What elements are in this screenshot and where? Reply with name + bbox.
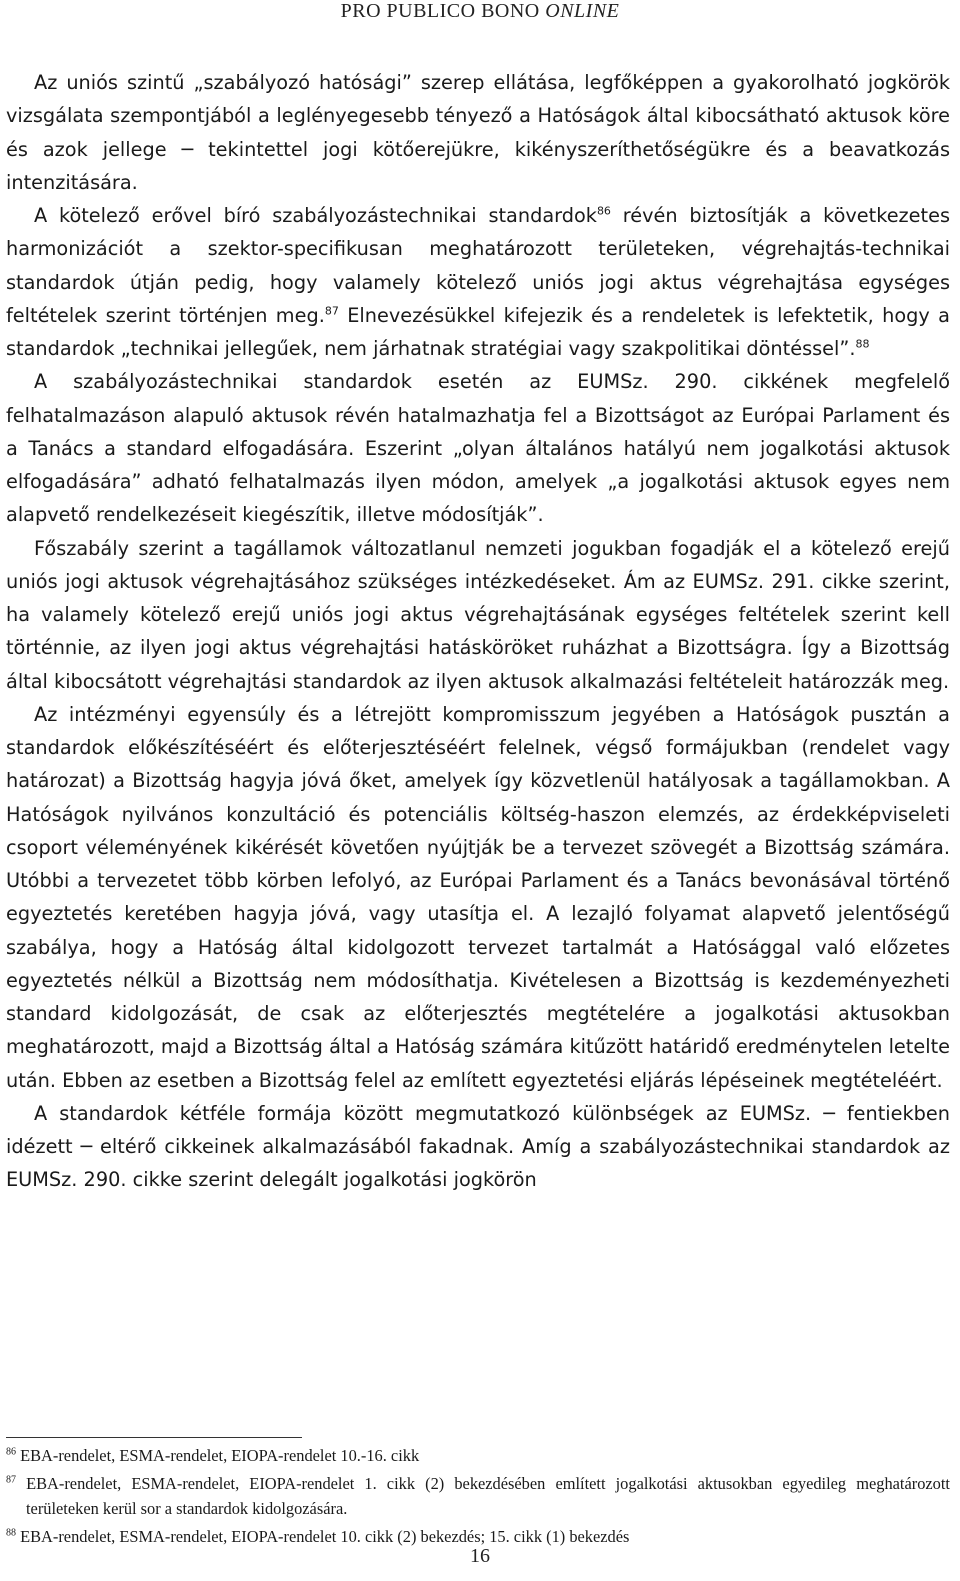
journal-subtitle: ONLINE: [545, 0, 620, 22]
footnote-86: [6, 1443, 950, 1468]
paragraph-5: Az intézményi egyensúly és a létrejött kompromisszum jegyében a Hatóságok pusztán a standardok előkészítéséért és előterjesztéséért felelnek, végső formájukban (rendelet vagy határozat) a Bizottság hagyja jóvá őket, amelyek így közvetlenül hatályosak a tagállamokban. A Hatóságok nyilvános konzultáció és potenciális költség-haszon elemzés, az érdekképviseleti csoport véleményének kikérését követően nyújtják be a tervezet szövegét a Bizottság számára. Utóbbi a tervezetet több körben lefolyó, az Európai Parlament és a Tanács bevonásával történő egyeztetés keretében hagyja jóvá, vagy utasítja el. A lezajló folyamat alapvető jelentőségű szabálya, hogy a Hatóság által kidolgozott tervezet tartalmát a Hatósággal való előzetes egyeztetés nélkül a Bizottság nem módosíthatja. Kivételesen a Bizottság is kezdeményezheti standard kidolgozását, de csak az előterjesztés megtételére a jogalkotási aktusokban meghatározott, majd a Bizottság által a Hatóság számára kitűzött határidő eredménytelen letelte után. Ebben az esetben a Bizottság felel az említett egyeztetési eljárás lépéseinek megtételéért.: [6, 702, 950, 1092]
footnote-number: 87: [6, 1474, 16, 1486]
paragraph-2-part-c: Elnevezésükkel kifejezik és a rendeletek is lefektetik, hogy a standardok „technikai jellegűek, nem járhatnak stratégiai vagy szakpolitikai döntéssel”.: [6, 303, 950, 360]
footnote-text: EBA-rendelet, ESMA-rendelet, EIOPA-rendelet 10. cikk (2) bekezdés; 15. cikk (1) bekezdés: [20, 1527, 630, 1546]
footnote-87: [6, 1471, 950, 1521]
footnote-text: EBA-rendelet, ESMA-rendelet, EIOPA-rendelet 1. cikk (2) bekezdésében említett jogalkotási aktusokban egyedileg meghatározott területeken kerül sor a standardok kidolgozására.: [26, 1474, 950, 1518]
footnote-ref-87[interactable]: 87: [324, 304, 339, 318]
footnote-number: 86: [6, 1446, 16, 1458]
body-text: [6, 66, 950, 1197]
footnote-text: EBA-rendelet, ESMA-rendelet, EIOPA-rendelet 10.-16. cikk: [20, 1446, 420, 1465]
footnote-ref-86[interactable]: 86: [596, 204, 611, 218]
footnote-ref-88[interactable]: 88: [855, 337, 870, 351]
footnotes: [6, 1443, 950, 1552]
paragraph-3: A szabályozástechnikai standardok esetén az EUMSz. 290. cikkének megfelelő felhatalmazáson alapuló aktusok révén hatalmazhatja fel a Bizottságot az Európai Parlament és a Tanács a standard elfogadására. Eszerint „olyan általános hatályú nem jogalkotási aktusok elfogadására” adható felhatalmazás ilyen módon, amelyek „a jogalkotási aktusok egyes nem alapvető rendelkezéseit kiegészítik, illetve módosítják”.: [6, 370, 950, 527]
paragraph-6: A standardok kétféle formája között megmutatkozó különbségek az EUMSz. ─ fentiekben idézett ─ eltérő cikkeinek alkalmazásából fakadnak. Amíg a szabályozástechnikai standardok az EUMSz. 290. cikke szerint delegált jogalkotási jogkörön: [6, 1101, 950, 1192]
paragraph-2-part-b: révén biztosítják a következetes harmonizációt a szektor-specifikusan meghatározott területeken, végrehajtás-technikai standardok útján pedig, hogy valamely kötelező uniós jogi aktus végrehajtása egységes feltételek szerint történjen meg.: [6, 204, 951, 327]
paragraph-2: [6, 199, 950, 365]
paragraph-2-part-a: A kötelező erővel bíró szabályozástechnikai standardok: [34, 204, 597, 227]
journal-title: PRO PUBLICO BONO: [340, 0, 540, 22]
paragraph-4: Főszabály szerint a tagállamok változatlanul nemzeti jogukban fogadják el a kötelező erejű uniós jogi aktusok végrehajtásához szükséges intézkedéseket. Ám az EUMSz. 291. cikke szerint, ha valamely kötelező erejű uniós jogi aktus végrehajtásának egységes feltételek szerint kell történnie, az ilyen jogi aktus végrehajtási hatásköröket ruházhat a Bizottságra. Így a Bizottság által kibocsátott végrehajtási standardok az ilyen aktusok alkalmazási feltételeit határozzák meg.: [6, 536, 950, 693]
page-number: 16: [470, 1545, 490, 1567]
footnote-number: 88: [6, 1527, 16, 1539]
running-header: [0, 0, 960, 22]
paragraph-1: Az uniós szintű „szabályozó hatósági” szerep ellátása, legfőképpen a gyakorolható jogkörök vizsgálata szempontjából a leglényegesebb tényező a Hatóságok által kibocsátható aktusok köre és azok jellege ─ tekintettel jogi kötőerejükre, kikényszeríthetőségükre és a beavatkozás intenzitására.: [6, 71, 950, 194]
footnote-separator: [6, 1437, 302, 1438]
